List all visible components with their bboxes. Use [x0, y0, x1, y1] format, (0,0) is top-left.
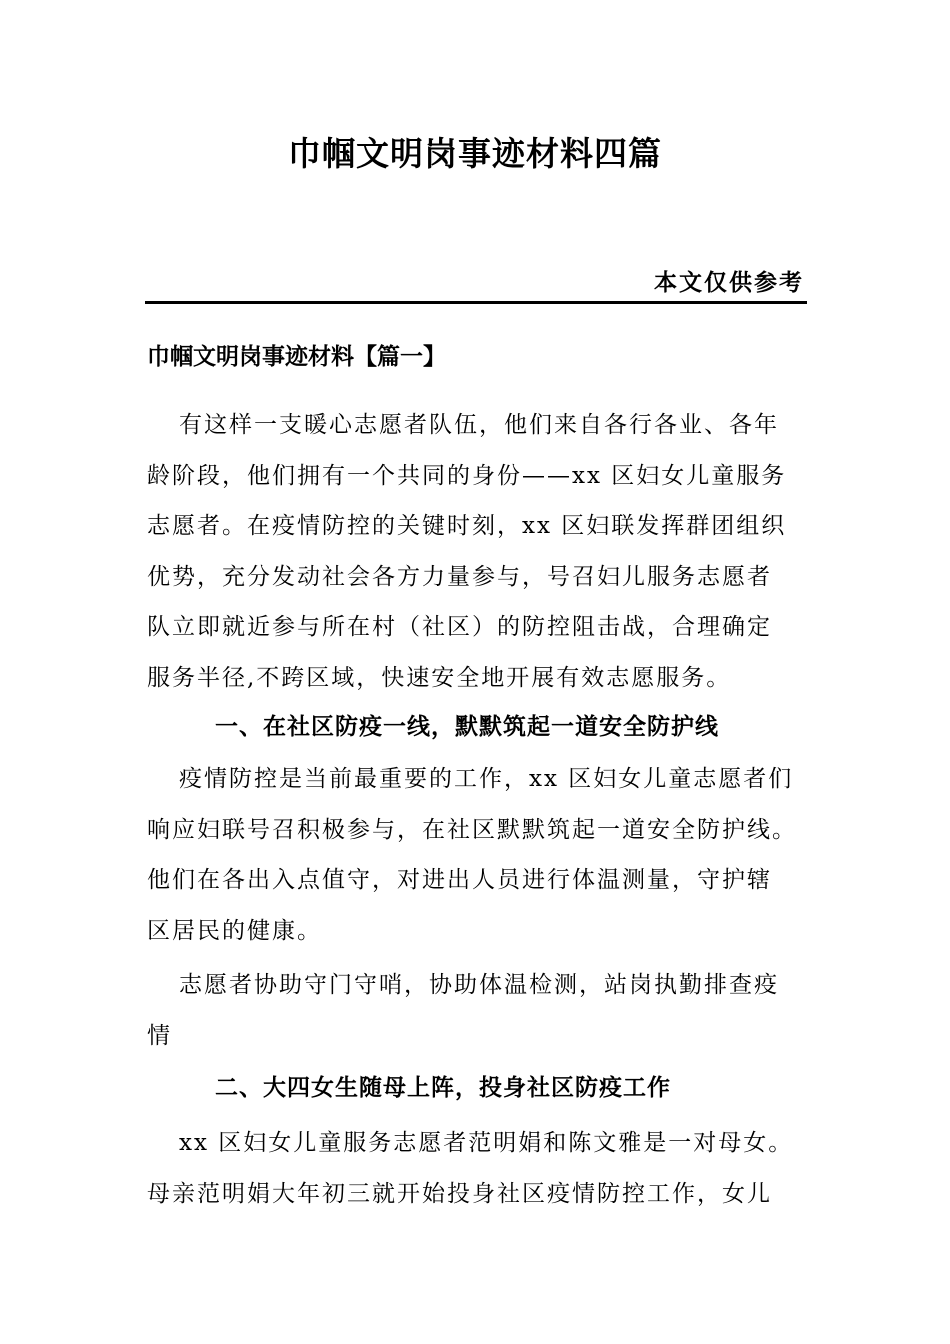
paragraph-line: 区居民的健康。: [147, 917, 322, 944]
paragraph-community: [147, 754, 817, 956]
paragraph-mother-daughter: [147, 1118, 817, 1219]
paragraph-line: 优势，充分发动社会各方力量参与，号召妇儿服务志愿者: [147, 563, 772, 590]
reference-note: 本文仅供参考: [654, 269, 804, 296]
subheading-1: 一、在社区防疫一线，默默筑起一道安全防护线: [215, 713, 719, 740]
paragraph-line: 志愿者。在疫情防控的关键时刻，xx 区妇联发挥群团组织: [147, 513, 787, 539]
paragraph-line: 情: [147, 1022, 172, 1049]
section-heading: 巾帼文明岗事迹材料【篇一】: [147, 343, 446, 370]
paragraph-line: 疫情防控是当前最重要的工作，xx 区妇女儿童志愿者们: [179, 766, 794, 792]
document-title: 巾帼文明岗事迹材料四篇: [288, 134, 662, 173]
paragraph-line: 响应妇联号召积极参与，在社区默默筑起一道安全防护线。: [147, 816, 797, 843]
paragraph-line: 他们在各出入点值守，对进出人员进行体温测量，守护辖: [147, 867, 772, 893]
paragraph-volunteers: [147, 960, 817, 1061]
paragraph-intro: [147, 400, 817, 703]
paragraph-line: 龄阶段，他们拥有一个共同的身份——xx 区妇女儿童服务: [147, 462, 787, 489]
paragraph-line: 服务半径,不跨区域，快速安全地开展有效志愿服务。: [147, 664, 732, 691]
subheading-2: 二、大四女生随母上阵，投身社区防疫工作: [215, 1074, 671, 1101]
header-divider: [145, 301, 807, 304]
paragraph-line: xx 区妇女儿童服务志愿者范明娟和陈文雅是一对母女。: [179, 1130, 794, 1156]
paragraph-line: 志愿者协助守门守哨，协助体温检测，站岗执勤排查疫: [179, 972, 779, 998]
paragraph-line: 母亲范明娟大年初三就开始投身社区疫情防控工作，女儿: [147, 1180, 772, 1207]
paragraph-line: 队立即就近参与所在村（社区）的防控阻击战，合理确定: [147, 614, 772, 640]
paragraph-line: 有这样一支暖心志愿者队伍，他们来自各行各业、各年: [179, 412, 779, 438]
